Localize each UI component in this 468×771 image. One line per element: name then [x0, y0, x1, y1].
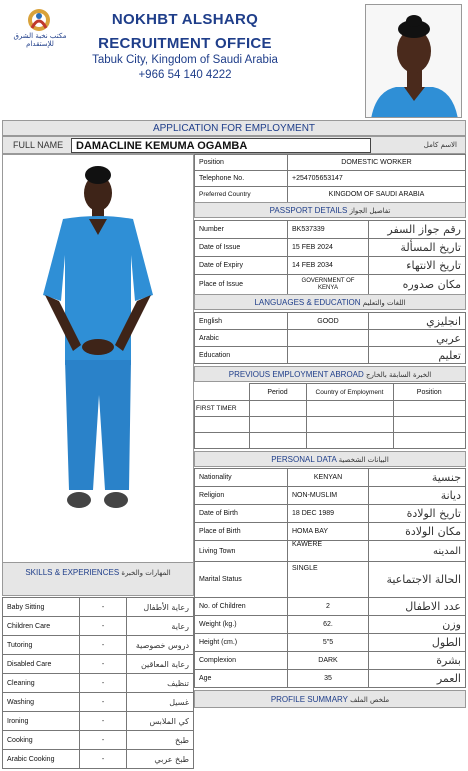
passport-value: BK537339 — [288, 221, 369, 239]
skill-arabic: رعاية — [127, 617, 194, 636]
info-row-country — [195, 187, 466, 203]
passport-label: Date of Issue — [195, 239, 288, 257]
passport-row — [195, 239, 466, 257]
personal-row — [195, 487, 466, 505]
personal-arabic: الطول — [369, 634, 466, 652]
language-arabic: انجليزي — [369, 313, 466, 330]
personal-label: Place of Birth — [195, 523, 288, 541]
personal-value: KENYAN — [288, 469, 369, 487]
passport-row — [195, 257, 466, 275]
passport-arabic: مكان صدوره — [369, 275, 466, 295]
full-name-label: FULL NAME — [13, 140, 64, 150]
passport-row — [195, 221, 466, 239]
skill-row — [3, 636, 194, 655]
passport-arabic-title: تفاصيل الجواز — [349, 207, 391, 215]
skill-label: Arabic Cooking — [3, 750, 80, 769]
skill-row — [3, 617, 194, 636]
languages-arabic-title: اللغات والتعليم — [362, 299, 406, 307]
personal-arabic: الحالة الاجتماعية — [369, 562, 466, 598]
personal-value: 62. — [288, 616, 369, 634]
passport-title: PASSPORT DETAILS — [269, 206, 348, 215]
personal-row — [195, 634, 466, 652]
skill-row — [3, 674, 194, 693]
skill-label: Washing — [3, 693, 80, 712]
skill-value: - — [80, 655, 127, 674]
first-timer-label: FIRST TIMER — [195, 401, 250, 417]
personal-row — [195, 652, 466, 670]
language-label: English — [195, 313, 288, 330]
skill-arabic: رعاية الأطفال — [127, 598, 194, 617]
language-value — [288, 330, 369, 347]
full-name-value: DAMACLINE KEMUMA OGAMBA — [71, 138, 371, 153]
personal-value: 2 — [288, 598, 369, 616]
personal-label: Weight (kg.) — [195, 616, 288, 634]
skill-value: - — [80, 693, 127, 712]
profile-summary-arabic: ملخص الملف — [350, 696, 390, 704]
personal-arabic: تاريخ الولادة — [369, 505, 466, 523]
company-title-line1: NOKHBT ALSHARQ — [111, 11, 259, 28]
languages-table — [194, 312, 466, 364]
personal-row — [195, 541, 466, 562]
profile-summary-label: PROFILE SUMMARY — [270, 695, 348, 704]
skill-arabic: دروس خصوصية — [127, 636, 194, 655]
passport-label: Number — [195, 221, 288, 239]
personal-row — [195, 469, 466, 487]
passport-table — [194, 220, 466, 295]
personal-section-title — [194, 451, 466, 467]
info-value: KINGDOM OF SAUDI ARABIA — [288, 187, 466, 203]
employment-arabic-title: الخبرة السابقة بالخارج — [366, 371, 432, 379]
employment-table — [194, 383, 466, 449]
application-title: APPLICATION FOR EMPLOYMENT — [2, 120, 466, 136]
skill-arabic: تنظيف — [127, 674, 194, 693]
passport-row — [195, 275, 466, 295]
info-label: Position — [195, 155, 288, 171]
company-title-line2: RECRUITMENT OFFICE — [98, 35, 272, 52]
skill-row — [3, 655, 194, 674]
skill-value: - — [80, 712, 127, 731]
info-label: Preferred Country — [195, 187, 288, 203]
passport-value: GOVERNMENT OF KENYA — [288, 275, 369, 295]
language-arabic: تعليم — [369, 347, 466, 364]
info-value: +254705653147 — [288, 171, 466, 187]
languages-title: LANGUAGES & EDUCATION — [254, 298, 361, 307]
language-label: Education — [195, 347, 288, 364]
skill-label: Cooking — [3, 731, 80, 750]
skill-label: Children Care — [3, 617, 80, 636]
skill-label: Baby Sitting — [3, 598, 80, 617]
full-body-photo — [2, 154, 194, 566]
personal-label: Height (cm.) — [195, 634, 288, 652]
personal-row — [195, 670, 466, 688]
passport-label: Place of Issue — [195, 275, 288, 295]
language-row — [195, 330, 466, 347]
info-row-telephone — [195, 171, 466, 187]
skill-row — [3, 598, 194, 617]
skill-value: - — [80, 636, 127, 655]
personal-arabic: بشرة — [369, 652, 466, 670]
skill-value: - — [80, 674, 127, 693]
language-arabic: عربي — [369, 330, 466, 347]
profile-summary-title — [194, 690, 466, 708]
passport-value: 14 FEB 2034 — [288, 257, 369, 275]
personal-row — [195, 616, 466, 634]
personal-table — [194, 468, 466, 688]
personal-arabic: المدينه — [369, 541, 466, 562]
logo-text: مكتب نخبة الشرق للإستقدام — [13, 32, 67, 48]
skill-arabic: كي الملابس — [127, 712, 194, 731]
skill-arabic: طبخ عربي — [127, 750, 194, 769]
languages-section-title — [194, 294, 466, 310]
personal-row — [195, 562, 466, 598]
top-info-table — [194, 154, 466, 203]
employment-row — [195, 401, 466, 417]
personal-arabic: جنسية — [369, 469, 466, 487]
employment-col-position: Position — [393, 384, 466, 401]
personal-label: Date of Birth — [195, 505, 288, 523]
skills-title: SKILLS & EXPERIENCES — [25, 568, 120, 577]
skill-value: - — [80, 617, 127, 636]
employment-header-row — [195, 384, 466, 401]
personal-row — [195, 523, 466, 541]
personal-arabic-title: البيانات الشخصية — [338, 456, 389, 464]
skills-table — [2, 597, 194, 769]
skill-row — [3, 731, 194, 750]
personal-label: Complexion — [195, 652, 288, 670]
personal-title: PERSONAL DATA — [271, 455, 337, 464]
full-name-arabic: الاسم كامل — [423, 141, 457, 149]
personal-arabic: وزن — [369, 616, 466, 634]
personal-value: 5"5 — [288, 634, 369, 652]
personal-value: SINGLE — [288, 562, 369, 598]
info-value: DOMESTIC WORKER — [288, 155, 466, 171]
info-label: Telephone No. — [195, 171, 288, 187]
skills-section-title — [2, 562, 194, 596]
language-value — [288, 347, 369, 364]
personal-label: Nationality — [195, 469, 288, 487]
skills-arabic-title: المهارات والخبرة — [121, 569, 171, 577]
passport-value: 15 FEB 2024 — [288, 239, 369, 257]
language-row — [195, 313, 466, 330]
skill-row — [3, 750, 194, 769]
passport-label: Date of Expiry — [195, 257, 288, 275]
skill-value: - — [80, 598, 127, 617]
passport-arabic: تاريخ المسألة — [369, 239, 466, 257]
personal-label: Age — [195, 670, 288, 688]
personal-value: DARK — [288, 652, 369, 670]
skill-label: Cleaning — [3, 674, 80, 693]
language-row — [195, 347, 466, 364]
skill-row — [3, 693, 194, 712]
skill-label: Disabled Care — [3, 655, 80, 674]
skill-label: Ironing — [3, 712, 80, 731]
personal-value: 35 — [288, 670, 369, 688]
employment-row — [195, 433, 466, 449]
passport-arabic: تاريخ الانتهاء — [369, 257, 466, 275]
personal-row — [195, 505, 466, 523]
personal-value: HOMA BAY — [288, 523, 369, 541]
personal-arabic: العمر — [369, 670, 466, 688]
skill-value: - — [80, 750, 127, 769]
info-row-position — [195, 155, 466, 171]
header-portrait-photo — [365, 4, 462, 118]
company-address: Tabuk City, Kingdom of Saudi Arabia — [92, 54, 278, 66]
skill-row — [3, 712, 194, 731]
passport-section-title — [194, 202, 466, 218]
full-name-row — [2, 136, 466, 154]
language-value: GOOD — [288, 313, 369, 330]
skill-arabic: طبخ — [127, 731, 194, 750]
header — [0, 0, 468, 120]
personal-label: Living Town — [195, 541, 288, 562]
passport-arabic: رقم جواز السفر — [369, 221, 466, 239]
employment-col-period: Period — [249, 384, 306, 401]
language-label: Arabic — [195, 330, 288, 347]
personal-arabic: عدد الاطفال — [369, 598, 466, 616]
personal-label: No. of Children — [195, 598, 288, 616]
personal-value: 18 DEC 1989 — [288, 505, 369, 523]
personal-row — [195, 598, 466, 616]
company-phone: +966 54 140 4222 — [138, 69, 232, 81]
skill-arabic: رعاية المعاقين — [127, 655, 194, 674]
personal-arabic: مكان الولادة — [369, 523, 466, 541]
personal-label: Marital Status — [195, 562, 288, 598]
personal-value: NON-MUSLIM — [288, 487, 369, 505]
personal-arabic: ديانة — [369, 487, 466, 505]
employment-col-country: Country of Employment — [306, 384, 393, 401]
skill-arabic: غسيل — [127, 693, 194, 712]
skill-value: - — [80, 731, 127, 750]
employment-section-title — [194, 366, 466, 382]
personal-value: KAWERE — [288, 541, 369, 562]
employment-title: PREVIOUS EMPLOYMENT ABROAD — [228, 370, 364, 379]
personal-label: Religion — [195, 487, 288, 505]
employment-row — [195, 417, 466, 433]
skill-label: Tutoring — [3, 636, 80, 655]
